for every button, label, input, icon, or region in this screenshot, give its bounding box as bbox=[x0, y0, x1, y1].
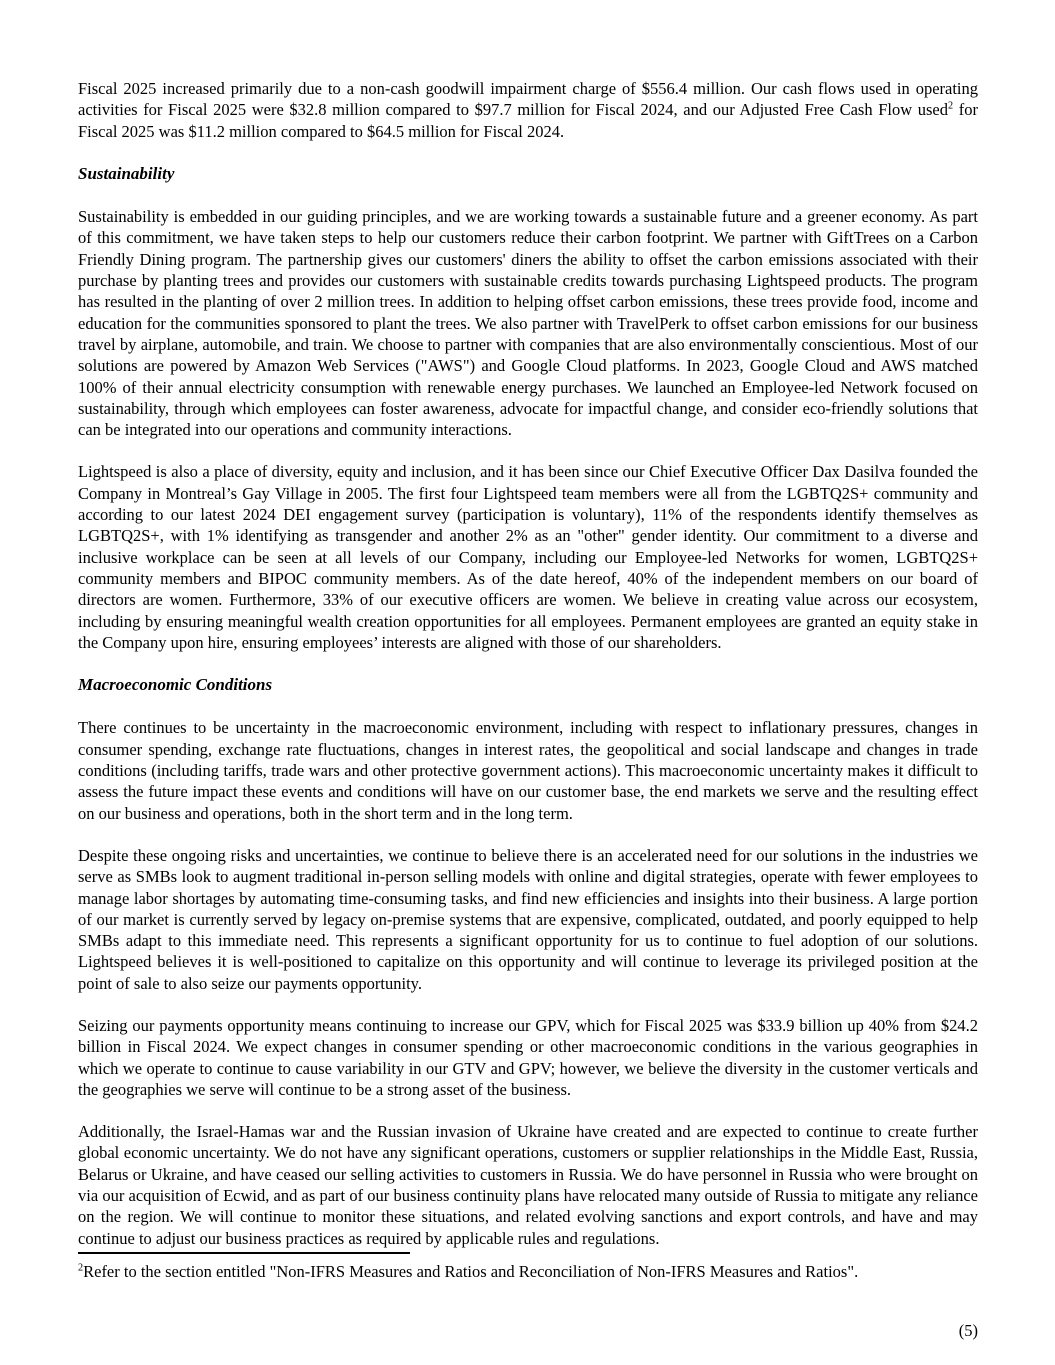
footnote-text: Refer to the section entitled "Non-IFRS Measures and Ratios and Reconciliation of Non-IFRS Measures and Ratios". bbox=[83, 1262, 859, 1281]
intro-text-continued: for Fiscal 2025 was $11.2 million compared to $64.5 million for Fiscal 2024. bbox=[78, 100, 978, 141]
paragraph-macroeconomic-3: Seizing our payments opportunity means continuing to increase our GPV, which for Fiscal 2025 was $33.9 billion up 40% from $24.2 billion in Fiscal 2024. We expect changes in consumer spending or other macroeconomic conditions in the various geographies in which we operate to continue to cause variability in our GTV and GPV; however, we believe the diversity in the customer verticals and the geographies we serve will continue to be a strong asset of the business. bbox=[78, 1015, 978, 1099]
footnote-area bbox=[78, 1252, 978, 1282]
paragraph-macroeconomic-4: Additionally, the Israel-Hamas war and the Russian invasion of Ukraine have created and are expected to continue to create further global economic uncertainty. We do not have any significant operations, customers or supplier relationships in the Middle East, Russia, Belarus or Ukraine, and have ceased our selling activities to customers in Russia. We do have personnel in Russia who were brought on via our acquisition of Ecwid, and as part of our business continuity plans have relocated many outside of Russia to mitigate any reliance on the region. We will continue to monitor these situations, and related evolving sanctions and export controls, and have and may continue to adjust our business practices as required by applicable rules and regulations. bbox=[78, 1122, 978, 1248]
intro-text: Fiscal 2025 increased primarily due to a non-cash goodwill impairment charge of $556.4 million. Our cash flows used in operating activities for Fiscal 2025 were $32.8 million compared to $97.7 million for Fiscal 2024, and our Adjusted Free Cash Flow used bbox=[78, 79, 978, 120]
footnote-separator bbox=[78, 1252, 410, 1254]
footnote-reference-marker: 2 bbox=[948, 100, 954, 112]
page-number: (5) bbox=[958, 1321, 978, 1340]
footnote bbox=[78, 1261, 978, 1282]
paragraph-sustainability-1: Sustainability is embedded in our guiding principles, and we are working towards a sustainable future and a greener economy. As part of this commitment, we have taken steps to help our customers reduce their carbon footprint. We partner with GiftTrees on a Carbon Friendly Dining program. The partnership gives our customers' diners the ability to offset the carbon emissions associated with their purchase by planting trees and provides our customers with sustainable credits towards purchasing Lightspeed products. The program has resulted in the planting of over 2 million trees. In addition to helping offset carbon emissions, these trees provide food, income and education for the communities sponsored to plant the trees. We also partner with TravelPerk to offset carbon emissions for our business travel by airplane, automobile, and train. We choose to partner with companies that are also environmentally conscientious. Most of our solutions are powered by Amazon Web Services ("AWS") and Google Cloud platforms. In 2023, Google Cloud and AWS matched 100% of their annual electricity consumption with renewable energy purchases. We launched an Employee-led Network focused on sustainability, through which employees can foster awareness, advocate for impactful change, and consider eco-friendly solutions that can be integrated into our operations and community interactions. bbox=[78, 207, 978, 440]
paragraph-sustainability-2: Lightspeed is also a place of diversity, equity and inclusion, and it has been since our Chief Executive Officer Dax Dasilva founded the Company in Montreal’s Gay Village in 2005. The first four Lightspeed team members were all from the LGBTQ2S+ community and according to our latest 2024 DEI engagement survey (participation is voluntary), 11% of the respondents identify themselves as LGBTQ2S+, with 1% identifying as transgender and another 2% as an "other" gender identity. Our commitment to a diverse and inclusive workplace can be seen at all levels of our Company, including our Employee-led Networks for women, LGBTQ2S+ community members and BIPOC community members. As of the date hereof, 40% of the independent members on our board of directors are women. Furthermore, 33% of our executive officers are women. We believe in creating value across our ecosystem, including by ensuring meaningful wealth creation opportunities for all employees. Permanent employees are granted an equity stake in the Company upon hire, ensuring employees’ interests are aligned with those of our shareholders. bbox=[78, 462, 978, 652]
paragraph-intro bbox=[78, 78, 978, 142]
paragraph-macroeconomic-2: Despite these ongoing risks and uncertainties, we continue to believe there is an accelerated need for our solutions in the industries we serve as SMBs look to augment traditional in-person selling models with online and digital strategies, operate with fewer employees to manage labor shortages by automating time-consuming tasks, and find new efficiencies and insights into their business. A large portion of our market is currently served by legacy on-premise systems that are expensive, complicated, outdated, and poorly equipped to help SMBs adapt to this immediate need. This represents a significant opportunity for us to continue to fuel adoption of our solutions. Lightspeed believes it is well-positioned to capitalize on this opportunity and will continue to leverage its privileged position at the point of sale to also seize our payments opportunity. bbox=[78, 845, 978, 993]
section-heading-sustainability: Sustainability bbox=[78, 163, 175, 183]
section-heading-macroeconomic-conditions: Macroeconomic Conditions bbox=[78, 675, 273, 695]
footnote-marker: 2 bbox=[78, 1262, 84, 1274]
paragraph-macroeconomic-1: There continues to be uncertainty in the macroeconomic environment, including with respect to inflationary pressures, changes in consumer spending, exchange rate fluctuations, changes in interest rates, the geopolitical and social landscape and changes in trade conditions (including tariffs, trade wars and other protective government actions). This macroeconomic uncertainty makes it difficult to assess the future impact these events and conditions will have on our customer base, the end markets we serve and the resulting effect on our business and operations, both in the short term and in the long term. bbox=[78, 718, 978, 823]
